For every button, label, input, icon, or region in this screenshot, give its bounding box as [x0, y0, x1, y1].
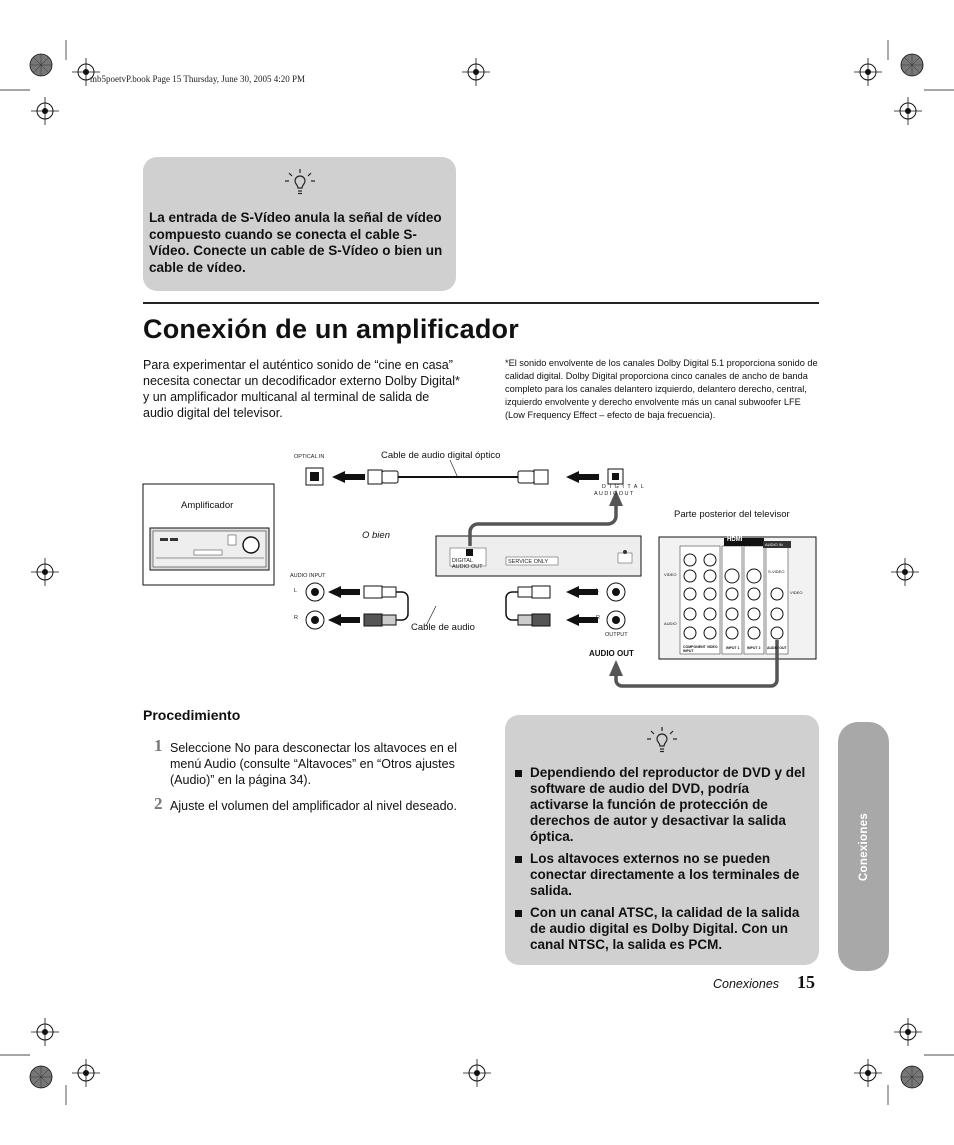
hdmi-label: HDMI [727, 537, 743, 543]
step-text: Ajuste el volumen del amplificador al nivel deseado. [170, 799, 457, 813]
lightbulb-icon [280, 167, 320, 203]
bullet-icon [515, 856, 522, 863]
bullet-icon [515, 910, 522, 917]
audio-out-bold-label: AUDIO OUT [589, 649, 634, 658]
audio-input-label: AUDIO INPUT [290, 573, 326, 579]
procedure-title: Procedimiento [143, 707, 241, 723]
tv-audio-out-label: AUDIO OUT [767, 646, 787, 650]
panel-digital-audio-label: DIGITAL AUDIO OUT [452, 558, 483, 570]
step-number: 1 [154, 736, 163, 755]
input1-label: INPUT 1 [726, 646, 740, 650]
right-label: R [294, 615, 298, 621]
tip-item [511, 765, 811, 845]
tip-item [511, 905, 811, 953]
video-label: VIDEO [664, 572, 677, 577]
audio-out-label: A U D I O O U T [594, 491, 634, 497]
footnote: *El sonido envolvente de los canales Dolby Digital 5.1 proporciona sonido de calidad digital. Dolby Digital proporciona cinco canales de ancho de banda completo para los canales delantero izquierdo, delantero derecho, central, izquierdo envolvente y derecho envolvente más un canal subwoofer LFE (Low Frequency Effect – efecto de baja frecuencia). [505, 358, 818, 420]
audio-cable-label: Cable de audio [411, 622, 475, 633]
optical-in-label: OPTICAL IN [294, 454, 325, 460]
step-text: Seleccione No para desconectar los altavoces en el menú Audio (consulte “Altavoces” en “Otros ajustes (Audio)” en la página 34). [170, 741, 457, 787]
left-label: L [294, 588, 298, 594]
optical-in-jack [306, 468, 323, 485]
intro-paragraph: Para experimentar el auténtico sonido de “cine en casa” necesita conectar un decodificador externo Dolby Digital* y un amplificador multicanal al terminal de salida de audio digital del televisor. [143, 358, 460, 420]
tip-item-text: Con un canal ATSC, la calidad de la salida de audio digital es Dolby Digital. Con un canal NTSC, la salida es PCM. [530, 905, 800, 952]
amplifier-label: Amplificador [181, 500, 234, 511]
component-input-label: COMPONENT VIDEO INPUT [683, 645, 718, 653]
amplifier-illustration [150, 528, 269, 570]
footer-section-label: Conexiones [713, 977, 780, 991]
section-side-tab [838, 722, 889, 971]
optical-cable [368, 470, 548, 484]
audio-cable [364, 586, 550, 626]
or-label: O bien [362, 530, 390, 541]
left-arrow-icon [332, 471, 365, 483]
svideo-label: S-VIDEO [768, 569, 785, 574]
tv-panel [436, 536, 641, 576]
tip-item-text: Los altavoces externos no se pueden conectar directamente a los terminales de salida. [530, 851, 800, 898]
video-out-label: VIDEO [790, 590, 803, 595]
step-number: 2 [154, 794, 163, 813]
side-tab-label: Conexiones [857, 812, 870, 881]
output-label: OUTPUT [605, 632, 628, 638]
step-1 [154, 736, 460, 788]
print-header: mb5poetvP.book Page 15 Thursday, June 30, 2005 4:20 PM [90, 74, 305, 84]
bullet-icon [515, 770, 522, 777]
panel-service-label: SERVICE ONLY [508, 559, 549, 565]
output-left-label: L [596, 588, 600, 594]
audio-in-label: AUDIO IN [765, 542, 783, 547]
tv-rear-label: Parte posterior del televisor [674, 509, 790, 520]
tip-text: La entrada de S-Vídeo anula la señal de vídeo compuesto cuando se conecta el cable S-Vídeo. Conecte un cable de S-Vídeo o bien un cable de vídeo. [149, 210, 443, 275]
tip-item-text: Dependiendo del reproductor de DVD y del software de audio del DVD, podría activarse la función de protección de derechos de autor y desactivar la salida óptica. [530, 765, 806, 844]
optical-cable-label: Cable de audio digital óptico [381, 450, 501, 461]
tip-box-svideo [143, 157, 456, 291]
audio-small-label: AUDIO [664, 621, 677, 626]
page-title: Conexión de un amplificador [143, 314, 519, 344]
lightbulb-icon [642, 725, 682, 761]
output-right-label: R [596, 615, 600, 621]
tv-rear-panel [659, 537, 816, 659]
digital-label: D I G I T A L [602, 484, 645, 490]
output-jacks [607, 583, 625, 629]
tip-item [511, 851, 811, 899]
section-divider [143, 302, 819, 304]
digital-audio-out-jack [608, 469, 623, 484]
input2-label: INPUT 2 [747, 646, 761, 650]
step-2 [154, 794, 460, 814]
left-arrow-icon [566, 471, 599, 483]
tip-list [511, 765, 811, 959]
connection-diagram [140, 440, 820, 700]
page-number: 15 [797, 972, 815, 992]
audio-input-jacks [306, 583, 324, 629]
tip-box-notes [505, 715, 819, 965]
